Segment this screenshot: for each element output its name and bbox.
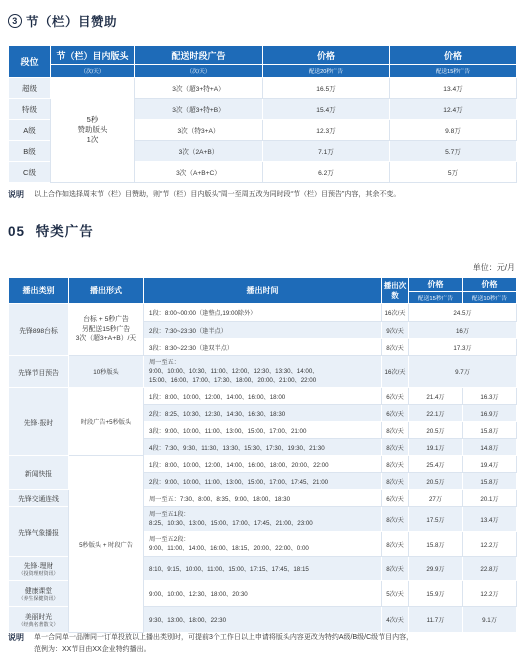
count-cell: 9次/天 bbox=[382, 322, 409, 339]
price-cell: 16万 bbox=[409, 322, 517, 339]
time-line: 周一至五1段： bbox=[149, 511, 190, 518]
note-line: 单一合同单一品牌同一订单投放以上播出类别时，可提前3个工作日以上申请将版头内容更改为特约A级/B级/C级节目内容， bbox=[34, 634, 414, 641]
time-cell bbox=[144, 532, 382, 557]
price-b-cell: 20.1万 bbox=[463, 490, 517, 507]
col-header-price-b: 价格 bbox=[463, 278, 517, 292]
count-cell: 5次/天 bbox=[382, 581, 409, 607]
col-subheader-price-b: 配送10秒广告 bbox=[463, 292, 517, 304]
col-header-category: 播出类别 bbox=[9, 278, 69, 304]
count-cell: 8次/天 bbox=[382, 557, 409, 581]
col-header-price1: 价格 bbox=[263, 46, 390, 65]
freq-cell: 3次（超3+特+B） bbox=[135, 99, 263, 120]
col-header-form: 播出形式 bbox=[69, 278, 144, 304]
table-row bbox=[9, 304, 517, 322]
grade-cell: C级 bbox=[9, 162, 51, 183]
count-cell: 8次/天 bbox=[382, 507, 409, 532]
col-header-price2: 价格 bbox=[390, 46, 517, 65]
count-cell: 6次/天 bbox=[382, 405, 409, 422]
price-b-cell: 19.4万 bbox=[463, 456, 517, 473]
category-cell: 先锋·报时 bbox=[9, 388, 69, 456]
section5-number: 05 bbox=[8, 224, 26, 239]
grade-cell: B级 bbox=[9, 141, 51, 162]
count-cell: 8次/天 bbox=[382, 456, 409, 473]
price-a-cell: 15.9万 bbox=[409, 581, 463, 607]
count-cell: 6次/天 bbox=[382, 388, 409, 405]
time-cell: 3段：8:30~22:30（逢双半点） bbox=[144, 339, 382, 356]
time-line: 周一至五2段： bbox=[149, 536, 190, 543]
form-cell: 时段广告+5秒版头 bbox=[69, 388, 144, 456]
col-subheader-content: （次/天） bbox=[51, 65, 135, 78]
table-row bbox=[9, 388, 517, 405]
category-sublabel: （养生保健资讯） bbox=[18, 596, 59, 602]
col-header-count: 播出次数 bbox=[382, 278, 409, 304]
price-b-cell: 14.8万 bbox=[463, 439, 517, 456]
price2-cell: 13.4万 bbox=[390, 78, 517, 99]
special-ads-table bbox=[8, 277, 517, 633]
time-line: 8:25、10:30、13:00、15:00、17:00、17:45、21:00、23:00 bbox=[149, 520, 313, 527]
content-line: 1次 bbox=[86, 135, 99, 144]
price-a-cell: 22.1万 bbox=[409, 405, 463, 422]
price1-cell: 16.5万 bbox=[263, 78, 390, 99]
section5-title-text: 特类广告 bbox=[35, 224, 94, 239]
grade-cell: A级 bbox=[9, 120, 51, 141]
col-header-time: 播出时间 bbox=[144, 278, 382, 304]
content-line: 5秒 bbox=[86, 115, 99, 124]
price-a-cell: 11.7万 bbox=[409, 607, 463, 633]
price-a-cell: 21.4万 bbox=[409, 388, 463, 405]
time-cell: 2段：8:25、10:30、12:30、14:30、16:30、18:30 bbox=[144, 405, 382, 422]
price-a-cell: 20.5万 bbox=[409, 473, 463, 490]
time-cell: 2段：9:00、10:00、11:00、13:00、15:00、17:00、17:45、21:00 bbox=[144, 473, 382, 490]
col-header-price-a: 价格 bbox=[409, 278, 463, 292]
note-line: 范例为：XX节目由XX企业特约播出。 bbox=[34, 646, 151, 653]
price-a-cell: 29.9万 bbox=[409, 557, 463, 581]
time-cell bbox=[144, 356, 382, 388]
category-cell bbox=[9, 581, 69, 607]
col-header-frequency: 配送时段广告 bbox=[135, 46, 263, 65]
count-cell: 6次/天 bbox=[382, 490, 409, 507]
time-line: 9:00、11:00、14:00、16:00、18:15、20:00、22:00、0:00 bbox=[149, 545, 309, 552]
time-line: 9:00、10:00、10:30、11:00、12:00、12:30、13:30、14:00、 bbox=[149, 368, 319, 375]
section3-title bbox=[8, 10, 117, 32]
form-cell bbox=[69, 304, 144, 356]
price-a-cell: 25.4万 bbox=[409, 456, 463, 473]
price1-cell: 7.1万 bbox=[263, 141, 390, 162]
note-text: 以上合作如选择周末节（栏）目赞助，则“节（栏）目内版头”周一至周五改为同时段“节（栏）目预告”内容，其余不变。 bbox=[34, 191, 401, 198]
freq-cell: 3次（特3+A） bbox=[135, 120, 263, 141]
count-cell: 16次/天 bbox=[382, 356, 409, 388]
price-b-cell: 15.8万 bbox=[463, 473, 517, 490]
count-cell: 8次/天 bbox=[382, 473, 409, 490]
section5-note bbox=[8, 632, 413, 656]
category-cell: 先锋气象播报 bbox=[9, 507, 69, 557]
form-line: 3次（超3+A+B）/天 bbox=[75, 335, 137, 343]
category-label: 美丽时光 bbox=[24, 614, 53, 621]
time-cell: 1段：8:00、10:00、12:00、14:00、16:00、18:00 bbox=[144, 388, 382, 405]
price1-cell: 15.4万 bbox=[263, 99, 390, 120]
price-b-cell: 15.8万 bbox=[463, 422, 517, 439]
category-sublabel: （经典名著散文） bbox=[18, 622, 59, 628]
note-text bbox=[34, 632, 413, 656]
col-subheader-frequency: （次/天） bbox=[135, 65, 263, 78]
unit-label: 单位：元/月 bbox=[472, 263, 515, 272]
price-a-cell: 27万 bbox=[409, 490, 463, 507]
price-a-cell: 17.5万 bbox=[409, 507, 463, 532]
form-line: 台标 + 5秒广告 bbox=[83, 316, 129, 324]
price-b-cell: 9.1万 bbox=[463, 607, 517, 633]
price-cell: 17.3万 bbox=[409, 339, 517, 356]
table-row bbox=[9, 78, 517, 99]
price-b-cell: 22.8万 bbox=[463, 557, 517, 581]
count-cell: 8次/天 bbox=[382, 339, 409, 356]
count-cell: 8次/天 bbox=[382, 532, 409, 557]
price-b-cell: 12.2万 bbox=[463, 581, 517, 607]
time-cell: 4段：7:30、9:30、11:30、13:30、15:30、17:30、19:30、21:30 bbox=[144, 439, 382, 456]
form-cell: 5秒版头 + 时段广告 bbox=[69, 456, 144, 633]
col-subheader-price1: 配送20秒广告 bbox=[263, 65, 390, 78]
price2-cell: 9.8万 bbox=[390, 120, 517, 141]
section3-number: 3 bbox=[8, 14, 22, 28]
count-cell: 4次/天 bbox=[382, 607, 409, 633]
time-cell: 9:00、10:00、12:30、18:00、20:30 bbox=[144, 581, 382, 607]
time-cell: 周一至五：7:30、8:00、8:35、9:00、18:00、18:30 bbox=[144, 490, 382, 507]
col-header-grade: 段位 bbox=[9, 46, 51, 78]
grade-cell: 特级 bbox=[9, 99, 51, 120]
category-label: 健康课堂 bbox=[24, 588, 53, 595]
time-line: 15:00、16:00、17:00、17:30、18:00、20:00、21:00、22:00 bbox=[149, 377, 317, 384]
price1-cell: 12.3万 bbox=[263, 120, 390, 141]
price-cell: 9.7万 bbox=[409, 356, 517, 388]
count-cell: 16次/天 bbox=[382, 304, 409, 322]
price-b-cell: 12.2万 bbox=[463, 532, 517, 557]
freq-cell: 3次（超3+特+A） bbox=[135, 78, 263, 99]
section3-note bbox=[8, 189, 400, 201]
count-cell: 8次/天 bbox=[382, 439, 409, 456]
price-cell: 24.5万 bbox=[409, 304, 517, 322]
freq-cell: 3次（A+B+C） bbox=[135, 162, 263, 183]
price1-cell: 6.2万 bbox=[263, 162, 390, 183]
section3-title-text: 节（栏）目赞助 bbox=[26, 15, 118, 29]
time-cell: 3段：9:00、10:00、11:00、13:00、15:00、17:00、21:00 bbox=[144, 422, 382, 439]
table-row bbox=[9, 356, 517, 388]
price-a-cell: 20.5万 bbox=[409, 422, 463, 439]
time-cell: 2段：7:30~23:30（逢半点） bbox=[144, 322, 382, 339]
grade-cell: 超级 bbox=[9, 78, 51, 99]
col-subheader-price-a: 配送15秒广告 bbox=[409, 292, 463, 304]
price-a-cell: 19.1万 bbox=[409, 439, 463, 456]
form-cell: 10秒版头 bbox=[69, 356, 144, 388]
sponsorship-table bbox=[8, 45, 517, 183]
time-cell: 9:30、13:00、18:00、22:30 bbox=[144, 607, 382, 633]
time-cell: 1段：8:00、10:00、12:00、14:00、16:00、18:00、20:00、22:00 bbox=[144, 456, 382, 473]
time-cell bbox=[144, 507, 382, 532]
time-line: 周一至五： bbox=[149, 359, 180, 366]
form-line: 另配送15秒广告 bbox=[81, 325, 131, 333]
category-sublabel: （投资理财资讯） bbox=[18, 571, 59, 577]
table-row bbox=[9, 456, 517, 473]
price2-cell: 5.7万 bbox=[390, 141, 517, 162]
col-header-content: 节（栏）目内版头 bbox=[51, 46, 135, 65]
category-cell: 先锋节目预告 bbox=[9, 356, 69, 388]
content-merged-cell bbox=[51, 78, 135, 183]
note-label: 说明 bbox=[8, 190, 24, 199]
price2-cell: 12.4万 bbox=[390, 99, 517, 120]
time-cell: 1段：8:00~00:00（逢整点,19:00除外） bbox=[144, 304, 382, 322]
category-cell: 先锋898台标 bbox=[9, 304, 69, 356]
price-b-cell: 13.4万 bbox=[463, 507, 517, 532]
category-cell bbox=[9, 607, 69, 633]
category-cell: 先锋交通连线 bbox=[9, 490, 69, 507]
category-cell bbox=[9, 557, 69, 581]
price-a-cell: 15.8万 bbox=[409, 532, 463, 557]
note-label: 说明 bbox=[8, 633, 24, 642]
price-b-cell: 16.9万 bbox=[463, 405, 517, 422]
category-label: 先锋·理财 bbox=[23, 563, 54, 570]
price-b-cell: 16.3万 bbox=[463, 388, 517, 405]
time-cell: 8:10、9:15、10:00、11:00、15:00、17:15、17:45、18:15 bbox=[144, 557, 382, 581]
col-subheader-price2: 配送15秒广告 bbox=[390, 65, 517, 78]
price2-cell: 5万 bbox=[390, 162, 517, 183]
category-cell: 新闻快报 bbox=[9, 456, 69, 490]
content-line: 赞助版头 bbox=[77, 125, 108, 134]
freq-cell: 3次（2A+B） bbox=[135, 141, 263, 162]
section5-title bbox=[8, 220, 94, 240]
count-cell: 8次/天 bbox=[382, 422, 409, 439]
